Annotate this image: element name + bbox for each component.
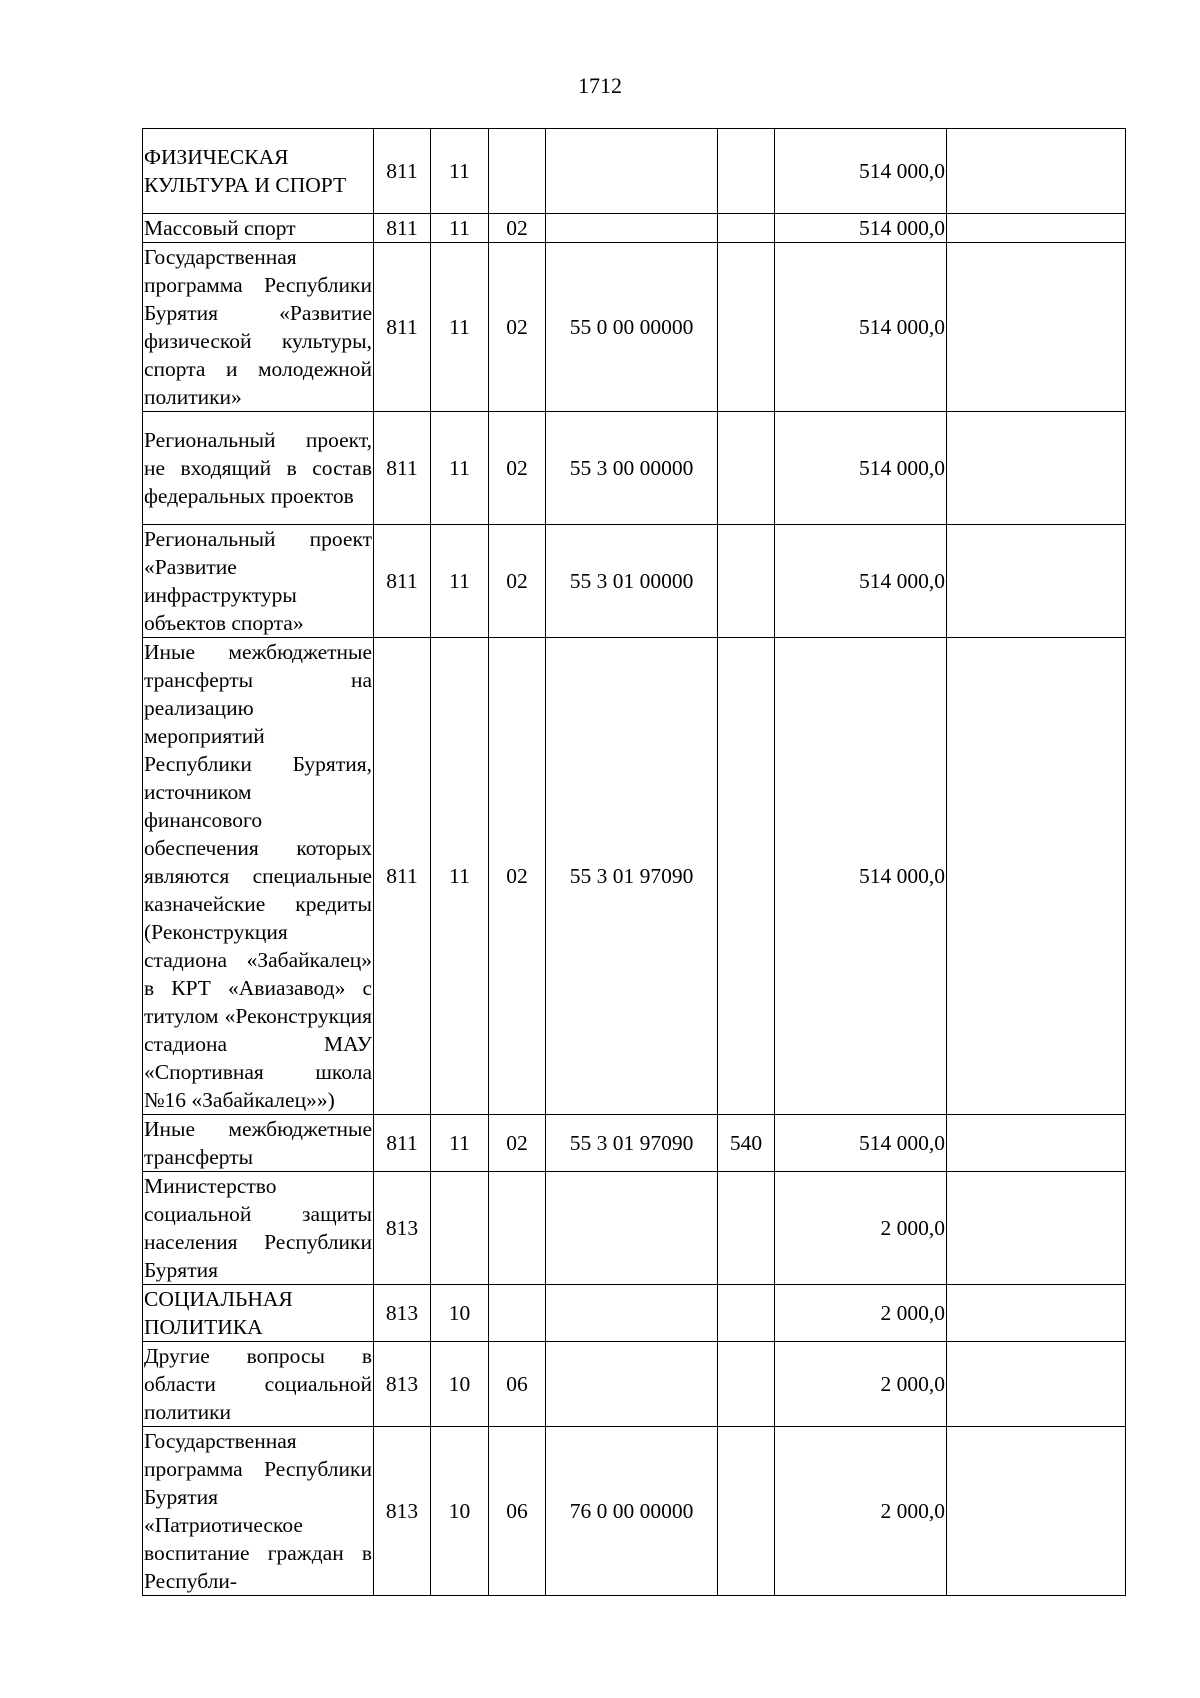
row-name: Другие вопросы в области социальной политики [143, 1342, 374, 1427]
expense-type-cell: 540 [718, 1115, 775, 1172]
expense-type-cell [718, 1172, 775, 1285]
amount-cell: 514 000,0 [775, 129, 947, 214]
subsection-cell: 06 [489, 1427, 546, 1596]
section-cell [431, 1172, 489, 1285]
section-cell: 11 [431, 214, 489, 243]
amount-cell: 514 000,0 [775, 243, 947, 412]
target-article-cell [546, 1172, 718, 1285]
row-name: Иные межбюджетные трансферты [143, 1115, 374, 1172]
table-row [143, 214, 1126, 243]
expense-type-cell [718, 1427, 775, 1596]
grbs-cell: 813 [374, 1342, 431, 1427]
subsection-cell: 06 [489, 1342, 546, 1427]
section-cell: 11 [431, 638, 489, 1115]
grbs-cell: 813 [374, 1427, 431, 1596]
target-article-cell [546, 1285, 718, 1342]
extra-cell [947, 1342, 1126, 1427]
grbs-cell: 811 [374, 525, 431, 638]
table-row [143, 1285, 1126, 1342]
target-article-cell: 76 0 00 00000 [546, 1427, 718, 1596]
amount-cell: 514 000,0 [775, 1115, 947, 1172]
section-cell: 10 [431, 1427, 489, 1596]
amount-cell: 514 000,0 [775, 214, 947, 243]
subsection-cell: 02 [489, 1115, 546, 1172]
grbs-cell: 811 [374, 412, 431, 525]
table-row [143, 1172, 1126, 1285]
section-cell: 11 [431, 243, 489, 412]
table-row [143, 129, 1126, 214]
section-cell: 10 [431, 1342, 489, 1427]
expense-type-cell [718, 525, 775, 638]
subsection-cell: 02 [489, 214, 546, 243]
table-row [143, 638, 1126, 1115]
grbs-cell: 811 [374, 243, 431, 412]
table-row [143, 243, 1126, 412]
extra-cell [947, 1172, 1126, 1285]
amount-cell: 2 000,0 [775, 1172, 947, 1285]
section-cell: 11 [431, 129, 489, 214]
amount-cell: 514 000,0 [775, 412, 947, 525]
amount-cell: 2 000,0 [775, 1342, 947, 1427]
table-row [143, 1115, 1126, 1172]
extra-cell [947, 243, 1126, 412]
section-cell: 11 [431, 1115, 489, 1172]
subsection-cell [489, 1172, 546, 1285]
subsection-cell: 02 [489, 638, 546, 1115]
target-article-cell: 55 3 01 97090 [546, 1115, 718, 1172]
target-article-cell: 55 3 01 97090 [546, 638, 718, 1115]
row-name: ФИЗИЧЕСКАЯ КУЛЬТУРА И СПОРТ [143, 129, 374, 214]
extra-cell [947, 1427, 1126, 1596]
grbs-cell: 813 [374, 1172, 431, 1285]
grbs-cell: 811 [374, 129, 431, 214]
subsection-cell [489, 1285, 546, 1342]
extra-cell [947, 214, 1126, 243]
expense-type-cell [718, 214, 775, 243]
amount-cell: 2 000,0 [775, 1285, 947, 1342]
amount-cell: 514 000,0 [775, 525, 947, 638]
subsection-cell: 02 [489, 525, 546, 638]
target-article-cell: 55 3 00 00000 [546, 412, 718, 525]
grbs-cell: 811 [374, 214, 431, 243]
budget-table [142, 128, 1126, 1596]
amount-cell: 2 000,0 [775, 1427, 947, 1596]
table-row [143, 525, 1126, 638]
subsection-cell [489, 129, 546, 214]
extra-cell [947, 1285, 1126, 1342]
subsection-cell: 02 [489, 412, 546, 525]
row-name: СОЦИАЛЬНАЯ ПОЛИТИКА [143, 1285, 374, 1342]
extra-cell [947, 1115, 1126, 1172]
subsection-cell: 02 [489, 243, 546, 412]
expense-type-cell [718, 243, 775, 412]
target-article-cell [546, 129, 718, 214]
target-article-cell: 55 3 01 00000 [546, 525, 718, 638]
row-name: Региональный проект «Развитие инфраструктуры объектов спорта» [143, 525, 374, 638]
section-cell: 11 [431, 412, 489, 525]
target-article-cell: 55 0 00 00000 [546, 243, 718, 412]
expense-type-cell [718, 1285, 775, 1342]
row-name: Региональный проект, не входящий в состав федеральных проектов [143, 412, 374, 525]
table-row [143, 412, 1126, 525]
amount-cell: 514 000,0 [775, 638, 947, 1115]
grbs-cell: 811 [374, 638, 431, 1115]
section-cell: 11 [431, 525, 489, 638]
extra-cell [947, 638, 1126, 1115]
expense-type-cell [718, 129, 775, 214]
row-name: Государственная программа Республики Бурятия «Патриотическое воспитание граждан в Республи- [143, 1427, 374, 1596]
expense-type-cell [718, 1342, 775, 1427]
table-row [143, 1342, 1126, 1427]
row-name: Государственная программа Республики Бурятия «Развитие физической культуры, спорта и молодежной политики» [143, 243, 374, 412]
row-name: Иные межбюджетные трансферты на реализацию мероприятий Республики Бурятия, источником финансового обеспечения которых являются специальные казначейские кредиты (Реконструкция стадиона «Забайкалец» в КРТ «Авиазавод» с титулом «Реконструкция стадиона МАУ «Спортивная школа №16 «Забайкалец»») [143, 638, 374, 1115]
section-cell: 10 [431, 1285, 489, 1342]
target-article-cell [546, 1342, 718, 1427]
row-name: Министерство социальной защиты населения Республики Бурятия [143, 1172, 374, 1285]
grbs-cell: 811 [374, 1115, 431, 1172]
extra-cell [947, 129, 1126, 214]
expense-type-cell [718, 412, 775, 525]
page-number: 1712 [578, 73, 622, 98]
extra-cell [947, 412, 1126, 525]
table-row [143, 1427, 1126, 1596]
row-name: Массовый спорт [143, 214, 374, 243]
expense-type-cell [718, 638, 775, 1115]
grbs-cell: 813 [374, 1285, 431, 1342]
extra-cell [947, 525, 1126, 638]
target-article-cell [546, 214, 718, 243]
